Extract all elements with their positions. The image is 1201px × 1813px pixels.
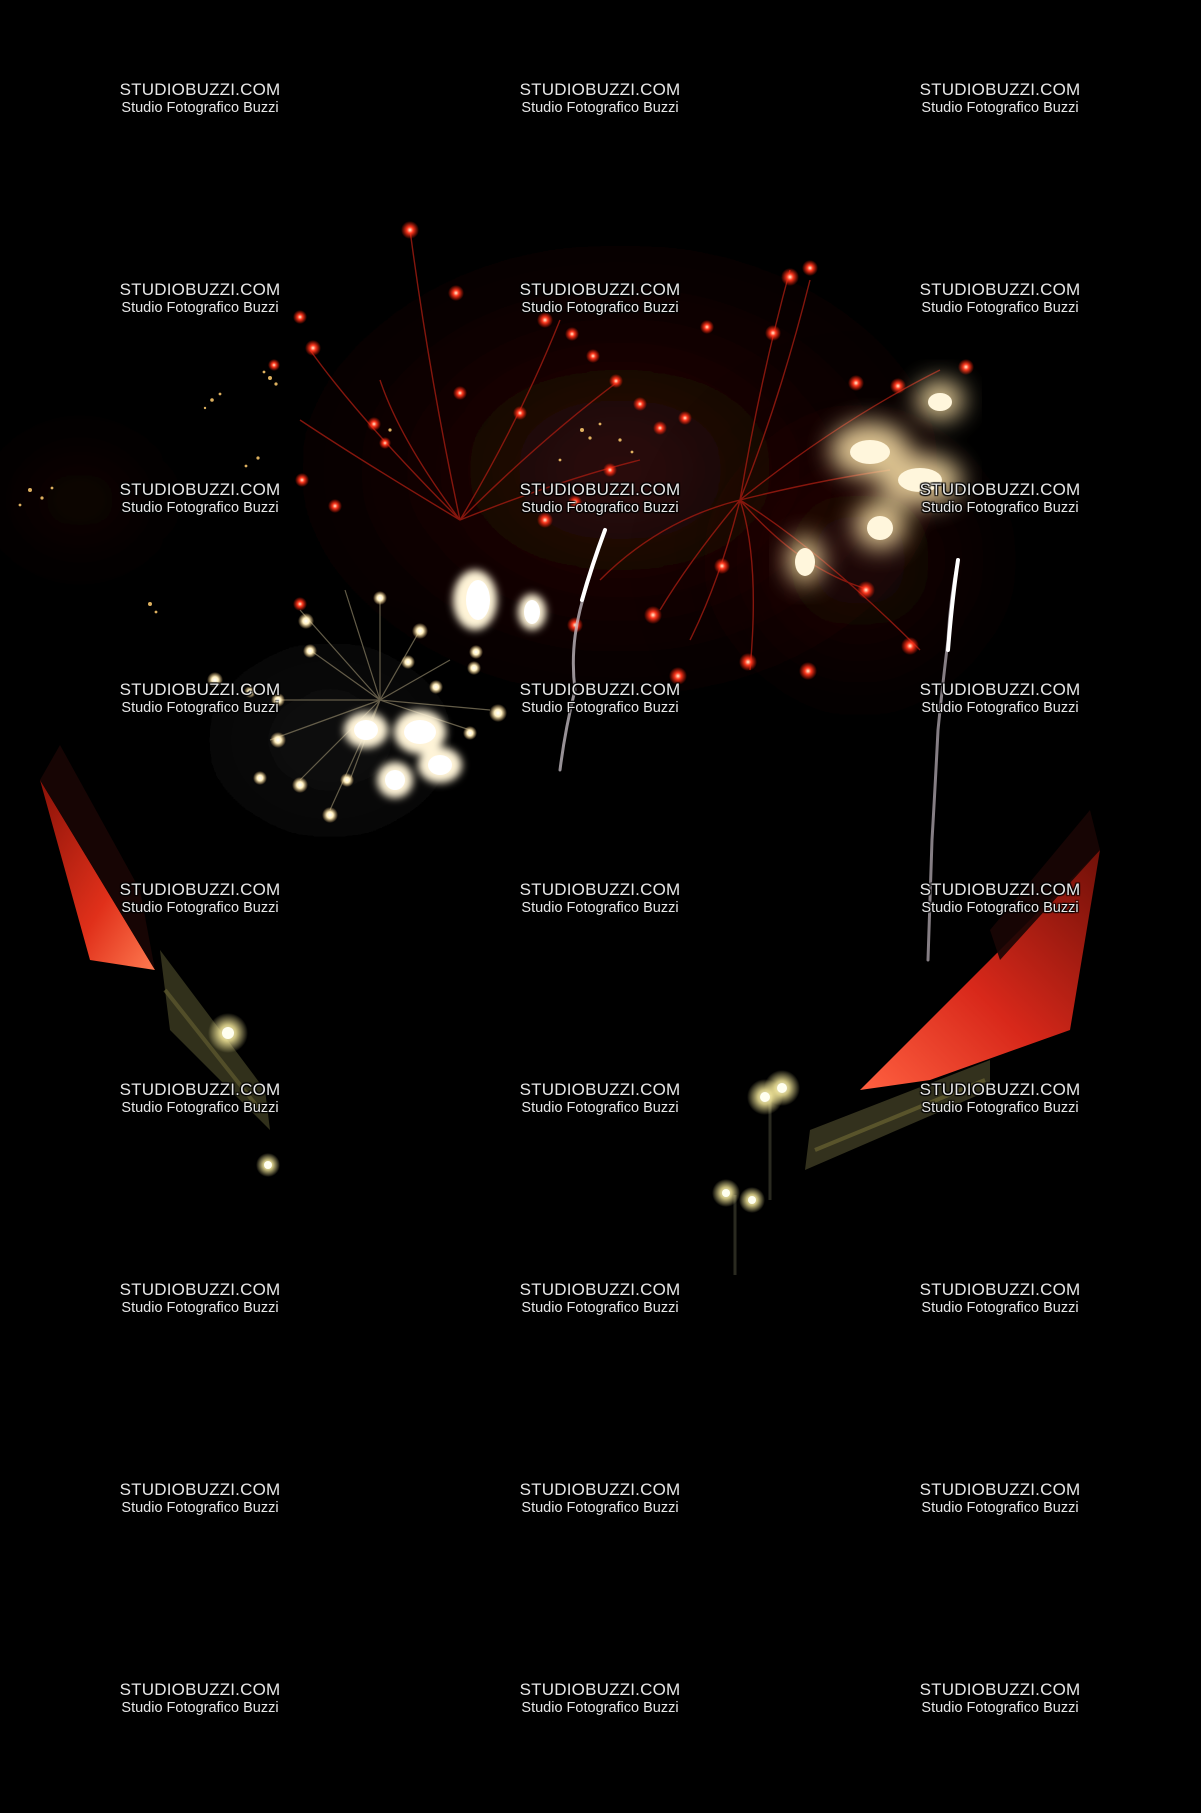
watermark-studio: Studio Fotografico Buzzi — [121, 699, 279, 716]
watermark-site: STUDIOBUZZI.COM — [919, 480, 1081, 499]
watermark-site: STUDIOBUZZI.COM — [119, 480, 281, 499]
watermark-studio: Studio Fotografico Buzzi — [521, 1299, 679, 1316]
watermark-studio: Studio Fotografico Buzzi — [921, 299, 1079, 316]
watermark-studio: Studio Fotografico Buzzi — [121, 1699, 279, 1716]
watermark-studio: Studio Fotografico Buzzi — [521, 299, 679, 316]
watermark-site: STUDIOBUZZI.COM — [119, 880, 281, 899]
watermark-studio: Studio Fotografico Buzzi — [521, 1699, 679, 1716]
watermark-site: STUDIOBUZZI.COM — [119, 80, 281, 99]
watermark-studio: Studio Fotografico Buzzi — [921, 1499, 1079, 1516]
watermark-studio: Studio Fotografico Buzzi — [121, 1099, 279, 1116]
watermark-site: STUDIOBUZZI.COM — [919, 880, 1081, 899]
watermark-studio: Studio Fotografico Buzzi — [121, 899, 279, 916]
watermark-studio: Studio Fotografico Buzzi — [121, 299, 279, 316]
watermark-studio: Studio Fotografico Buzzi — [921, 99, 1079, 116]
watermark-site: STUDIOBUZZI.COM — [519, 80, 681, 99]
watermark-studio: Studio Fotografico Buzzi — [921, 499, 1079, 516]
watermark-site: STUDIOBUZZI.COM — [519, 680, 681, 699]
watermark-site: STUDIOBUZZI.COM — [919, 1280, 1081, 1299]
watermark-site: STUDIOBUZZI.COM — [519, 880, 681, 899]
watermark-site: STUDIOBUZZI.COM — [919, 680, 1081, 699]
watermark-site: STUDIOBUZZI.COM — [119, 280, 281, 299]
watermark-studio: Studio Fotografico Buzzi — [521, 499, 679, 516]
watermark-studio: Studio Fotografico Buzzi — [121, 1499, 279, 1516]
watermark-site: STUDIOBUZZI.COM — [919, 1680, 1081, 1699]
watermark-studio: Studio Fotografico Buzzi — [121, 499, 279, 516]
watermark-studio: Studio Fotografico Buzzi — [521, 1499, 679, 1516]
watermark-site: STUDIOBUZZI.COM — [519, 1280, 681, 1299]
watermark-site: STUDIOBUZZI.COM — [119, 1480, 281, 1499]
watermark-site: STUDIOBUZZI.COM — [519, 1680, 681, 1699]
watermark-studio: Studio Fotografico Buzzi — [121, 99, 279, 116]
watermark-studio: Studio Fotografico Buzzi — [521, 99, 679, 116]
watermark-studio: Studio Fotografico Buzzi — [521, 699, 679, 716]
watermark-site: STUDIOBUZZI.COM — [919, 280, 1081, 299]
watermark-site: STUDIOBUZZI.COM — [119, 1080, 281, 1099]
watermark-site: STUDIOBUZZI.COM — [119, 1280, 281, 1299]
watermark-studio: Studio Fotografico Buzzi — [921, 699, 1079, 716]
watermark-site: STUDIOBUZZI.COM — [919, 1480, 1081, 1499]
watermark-studio: Studio Fotografico Buzzi — [921, 1099, 1079, 1116]
watermark-studio: Studio Fotografico Buzzi — [121, 1299, 279, 1316]
watermark-site: STUDIOBUZZI.COM — [519, 480, 681, 499]
watermark-site: STUDIOBUZZI.COM — [919, 80, 1081, 99]
watermark-site: STUDIOBUZZI.COM — [519, 280, 681, 299]
watermark-studio: Studio Fotografico Buzzi — [921, 1299, 1079, 1316]
watermark-studio: Studio Fotografico Buzzi — [521, 1099, 679, 1116]
watermark-site: STUDIOBUZZI.COM — [519, 1080, 681, 1099]
watermark-site: STUDIOBUZZI.COM — [919, 1080, 1081, 1099]
watermark-studio: Studio Fotografico Buzzi — [521, 899, 679, 916]
watermark-site: STUDIOBUZZI.COM — [119, 680, 281, 699]
watermark-site: STUDIOBUZZI.COM — [119, 1680, 281, 1699]
watermark-studio: Studio Fotografico Buzzi — [921, 1699, 1079, 1716]
watermark-studio: Studio Fotografico Buzzi — [921, 899, 1079, 916]
watermark-site: STUDIOBUZZI.COM — [519, 1480, 681, 1499]
